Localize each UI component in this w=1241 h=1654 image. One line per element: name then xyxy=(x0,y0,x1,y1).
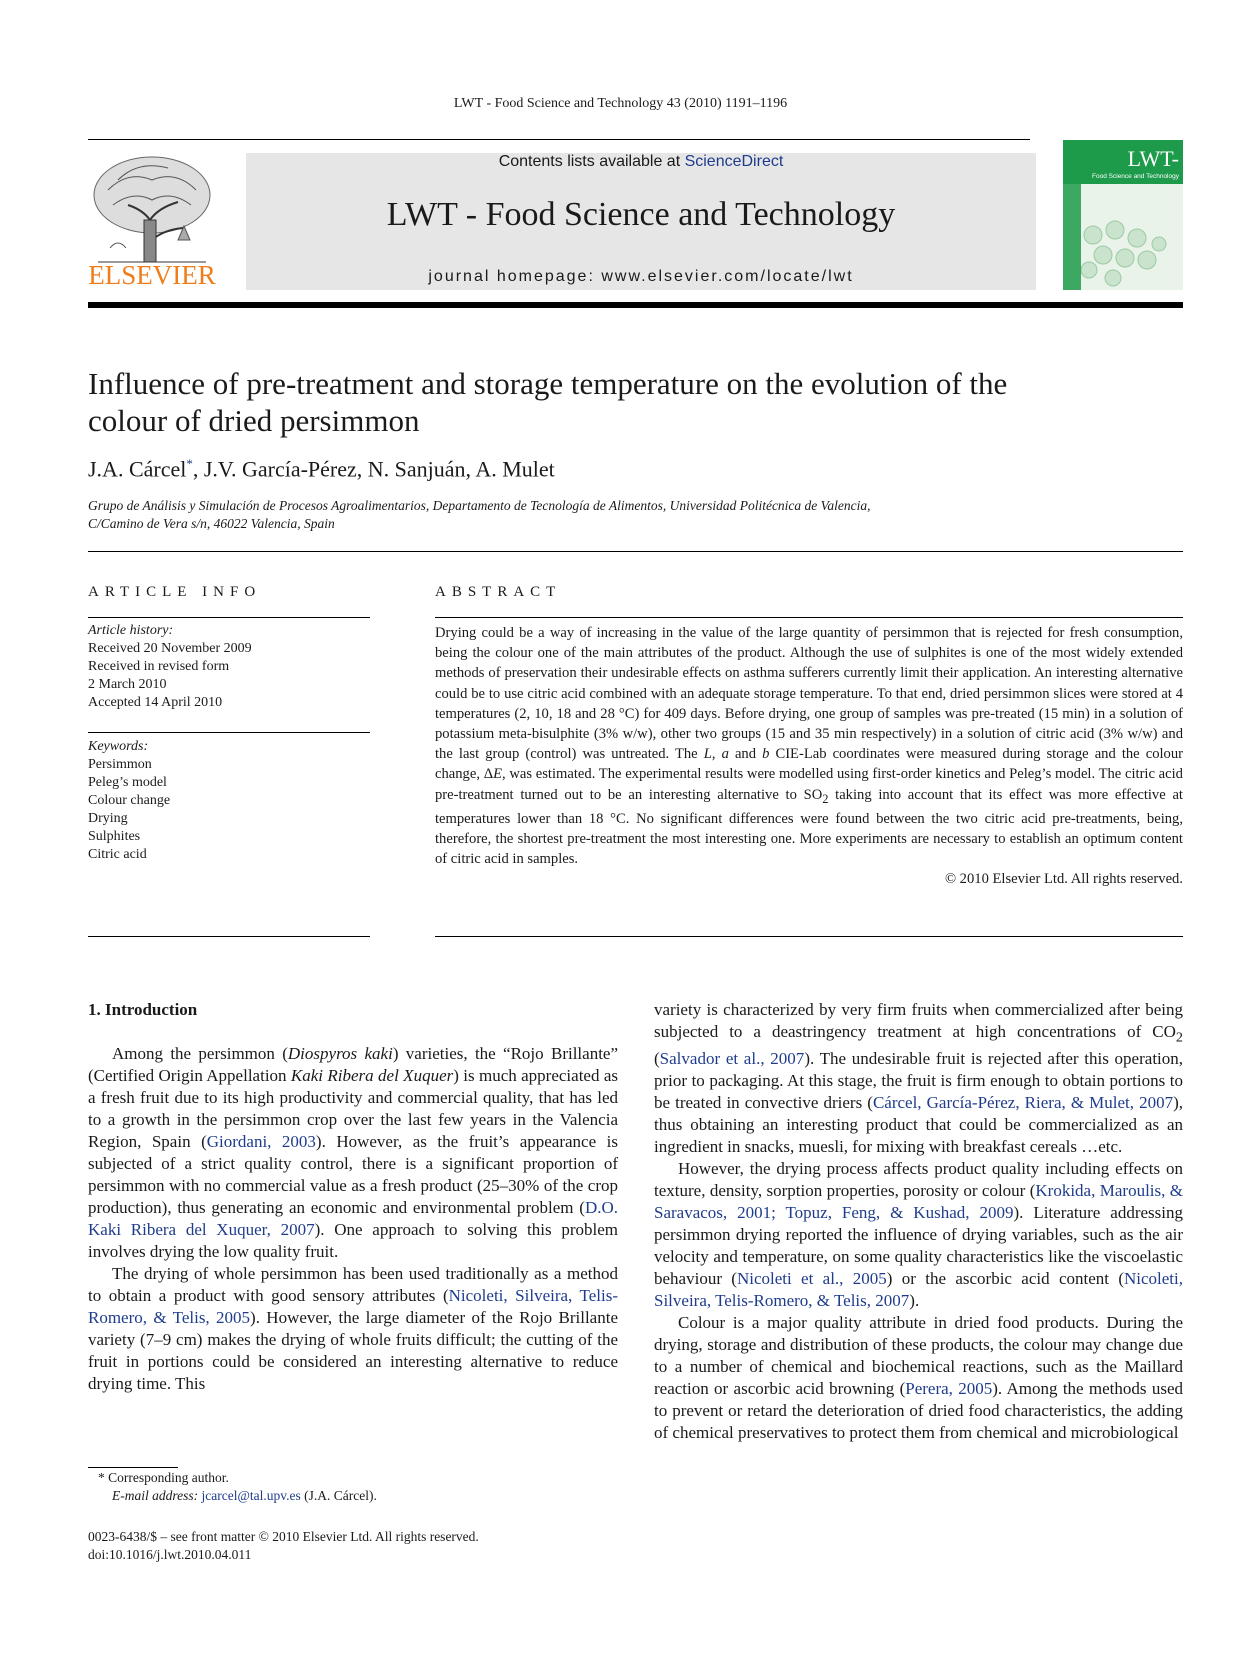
text: However, the drying process affects product quality including effects on texture, density, sorption properties, porosity or colour ( xyxy=(654,1159,1183,1201)
footnote xyxy=(88,1469,688,1505)
email-link[interactable]: jcarcel@tal.upv.es xyxy=(201,1488,301,1503)
email-label: E-mail address: xyxy=(112,1488,199,1503)
text: ). Among the methods used to prevent or retard the deterioration of dried food characteristics, the adding of chemical preservatives to protect them from chemical and microbiological xyxy=(654,1379,1183,1443)
abstract-part: , xyxy=(711,746,722,763)
header-thick-rule xyxy=(88,302,1183,308)
journal-title: LWT - Food Science and Technology xyxy=(386,196,896,233)
citation-link[interactable]: Giordani, 2003 xyxy=(206,1132,316,1151)
abstract-heading: ABSTRACT xyxy=(435,584,562,600)
citation-link[interactable]: Nicoleti, Silveira, Telis-Romero, & Telis, 2005 xyxy=(88,1286,619,1327)
history-item: Received 20 November 2009 xyxy=(88,641,252,656)
abstract-subscript: 2 xyxy=(822,791,829,806)
journal-cover xyxy=(1063,140,1183,290)
text: ). However, the large diameter of the Rojo Brillante variety (7–9 cm) makes the drying of whole fruits difficult; the cutting of the fruit in portions could be considered an interesting alternative to reduce drying time. This xyxy=(88,1308,618,1393)
abstract-part: and xyxy=(728,746,763,763)
history-item: 2 March 2010 xyxy=(88,677,167,692)
other-authors: , J.V. García-Pérez, N. Sanjuán, A. Mulet xyxy=(192,456,555,482)
citation-link[interactable]: Cárcel, García-Pérez, Riera, & Mulet, 2007 xyxy=(872,1093,1174,1113)
email-suffix: (J.A. Cárcel). xyxy=(300,1488,377,1503)
footnote-marker: * xyxy=(98,1470,105,1485)
cover-subtitle: Food Science and Technology xyxy=(1092,173,1179,180)
abstract-bottom-rule xyxy=(435,936,1183,937)
paragraph xyxy=(654,1158,1183,1312)
text: variety is characterized by very firm fruits when commercialized after being subjected to a deastringency treatment at high concentrations of CO xyxy=(654,1000,1183,1041)
text: ). xyxy=(909,1291,920,1311)
doi[interactable]: doi:10.1016/j.lwt.2010.04.011 xyxy=(88,1547,252,1562)
paragraph xyxy=(654,1312,1183,1444)
elsevier-wordmark: ELSEVIER xyxy=(88,260,216,290)
front-matter xyxy=(88,1528,688,1564)
text: ). Literature addressing persimmon drying reported the influence of drying variables, such as the air velocity and temperature, on some quality characteristics like the viscoelastic behaviour ( xyxy=(654,1203,1183,1289)
body-column-left xyxy=(88,999,618,1395)
front-matter-line: 0023-6438/$ – see front matter © 2010 Elsevier Ltd. All rights reserved. xyxy=(88,1529,479,1544)
corresponding-author-marker[interactable]: * xyxy=(186,456,193,471)
text: ) is much appreciated as a fresh fruit due to its high productivity and commercial quality, that has led to a growth in the persimmon crop over the last few years in the Valencia Region, Spain ( xyxy=(88,1066,618,1151)
abstract-var: L xyxy=(703,746,712,763)
text: ( xyxy=(654,1049,660,1069)
keyword: Sulphites xyxy=(88,829,141,844)
keywords xyxy=(88,738,370,864)
footnote-corresponding xyxy=(88,1469,688,1487)
affiliation-line-1: Grupo de Análisis y Simulación de Procesos Agroalimentarios, Departamento de Tecnología de Alimentos, Universidad Politécnica de Valencia, xyxy=(88,498,871,513)
history-label: Article history: xyxy=(88,623,174,638)
section-title: 1. Introduction xyxy=(88,1000,198,1019)
elsevier-logo xyxy=(88,150,216,290)
keywords-rule xyxy=(88,732,370,733)
abstract-part: , was estimated. The experimental results were modelled using first-order kinetics and Peleg’s model. The citric acid pre-treatment turned out to be an interesting alternative to SO xyxy=(435,766,1183,803)
affiliation-line-2: C/Camino de Vera s/n, 46022 Valencia, Spain xyxy=(88,516,335,531)
history-item: Accepted 14 April 2010 xyxy=(88,695,223,710)
abstract-var: E xyxy=(493,766,502,783)
journal-homepage[interactable]: journal homepage: www.elsevier.com/locate/lwt xyxy=(428,268,854,285)
abstract-text xyxy=(435,623,1183,890)
running-head: LWT - Food Science and Technology 43 (2010) 1191–1196 xyxy=(453,96,788,111)
abstract-part: taking into account that its effect was more effective at temperatures lower than 18 °C. No significant differences were found between the two citric acid pre-treatments, being, therefore, the shortest pre-treatment the most interesting one. More experiments are necessary to establish an optimum content of citric acid in samples. xyxy=(435,786,1183,868)
text: The drying of whole persimmon has been used traditionally as a method to obtain a product with good sensory attributes ( xyxy=(88,1264,618,1305)
keyword: Citric acid xyxy=(88,847,147,862)
italic-text: Kaki Ribera del Xuquer xyxy=(290,1066,454,1085)
text: ). However, as the fruit’s appearance is subjected of a strict quality control, there is a significant proportion of persimmon with no commercial value as a fresh product (25–30% of the crop production), thus generating an economic and environmental problem ( xyxy=(88,1132,618,1217)
first-author: J.A. Cárcel xyxy=(88,456,187,482)
citation-link[interactable]: Perera, 2005 xyxy=(905,1379,993,1399)
article-info-heading: ARTICLE INFO xyxy=(88,584,262,600)
footnote-rule xyxy=(88,1467,178,1468)
keywords-label: Keywords: xyxy=(88,739,149,754)
article-history xyxy=(88,622,370,712)
contents-prefix: Contents lists available at xyxy=(498,153,685,170)
citation-link[interactable]: Krokida, Maroulis, & Saravacos, 2001; Topuz, Feng, & Kushad, 2009 xyxy=(654,1181,1183,1223)
cover-title: LWT- xyxy=(1127,146,1179,171)
abstract-part: Drying could be a way of increasing in the value of the large quantity of persimmon that is rejected for fresh consumption, being the colour one of the main attributes of the product. Although the use of sulphites is one of the most widely extended methods of preservation their undesirable effects on asthma sufferers currently limit their application. An interesting alternative could be to use citric acid combined with an adequate storage temperature. To that end, dried persimmon slices were stored at 4 temperatures (2, 10, 18 and 28 °C) for 409 days. Before drying, one group of samples was pre-treated (15 min) in a solution of potassium meta-bisulphite (3% w/w), other two groups (15 and 35 min respectively) in a solution of citric acid (3% w/w) and the last group (control) was untreated. The xyxy=(435,625,1183,763)
info-rule xyxy=(88,617,370,618)
history-item: Received in revised form xyxy=(88,659,230,674)
keyword: Drying xyxy=(88,811,128,826)
elsevier-tree-icon xyxy=(88,150,216,290)
text: Colour is a major quality attribute in dried food products. During the drying, storage and distribution of these products, the colour may change due to a number of chemical and biochemical reactions, such as the Maillard reaction or ascorbic acid browning ( xyxy=(654,1313,1183,1399)
journal-cover-icon xyxy=(1063,140,1183,290)
citation-link[interactable]: Salvador et al., 2007 xyxy=(659,1049,805,1069)
text: ). The undesirable fruit is rejected after this operation, prior to packaging. At this stage, the fruit is firm enough to obtain portions to be treated in convective driers ( xyxy=(654,1049,1184,1113)
text: ) or the ascorbic acid content ( xyxy=(886,1269,1124,1289)
abstract-rule xyxy=(435,617,1183,618)
text: ). One approach to solving this problem involves drying the low quality fruit. xyxy=(88,1220,618,1261)
paragraph xyxy=(654,999,1183,1158)
paper-title: Influence of pre-treatment and storage temperature on the evolution of the colour of dried persimmon xyxy=(88,366,1008,438)
text: ) varieties, the “Rojo Brillante” (Certified Origin Appellation xyxy=(88,1044,619,1085)
contents-line xyxy=(246,153,1036,171)
header-rule xyxy=(88,139,1030,140)
author-list xyxy=(88,456,555,482)
citation-link[interactable]: Nicoleti et al., 2005 xyxy=(736,1269,887,1289)
citation-link[interactable]: D.O. Kaki Ribera del Xuquer, 2007 xyxy=(88,1198,618,1239)
italic-text: Diospyros kaki xyxy=(287,1044,393,1063)
info-bottom-rule xyxy=(88,936,370,937)
paragraph xyxy=(88,1043,618,1263)
body-column-right xyxy=(654,999,1183,1444)
paragraph xyxy=(88,1263,618,1395)
abstract-var: b xyxy=(762,746,770,763)
sciencedirect-link[interactable]: ScienceDirect xyxy=(684,153,784,170)
footnote-email xyxy=(88,1487,688,1505)
text: Among the persimmon ( xyxy=(112,1044,288,1063)
keyword: Peleg’s model xyxy=(88,775,167,790)
text: ), thus obtaining an interesting product that could be commercialized as an ingredient in snacks, muesli, for mixing with breakfast cereals …etc. xyxy=(654,1093,1183,1157)
keyword: Persimmon xyxy=(88,757,152,772)
abstract-copyright: © 2010 Elsevier Ltd. All rights reserved. xyxy=(944,871,1183,888)
abstract-var: a xyxy=(721,746,729,763)
title-rule xyxy=(88,551,1183,552)
abstract-part: CIE-Lab coordinates were measured during storage and the colour change, Δ xyxy=(435,746,1184,783)
affiliation xyxy=(88,497,1088,533)
keyword: Colour change xyxy=(88,793,171,808)
subscript: 2 xyxy=(1175,1029,1183,1046)
footnote-text: Corresponding author. xyxy=(104,1470,229,1485)
citation-link[interactable]: Nicoleti, Silveira, Telis-Romero, & Telis, 2007 xyxy=(654,1269,1183,1311)
